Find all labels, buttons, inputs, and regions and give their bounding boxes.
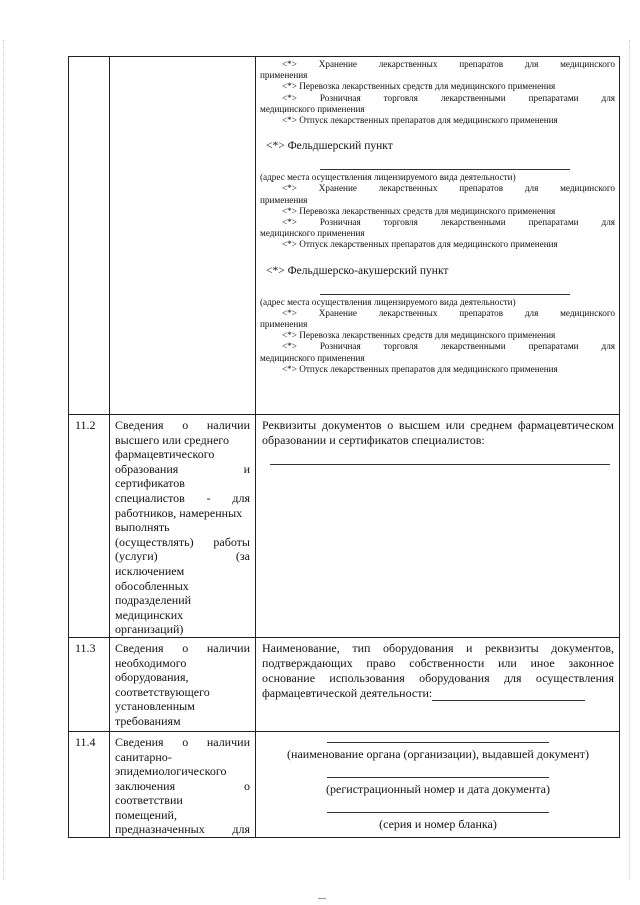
license-form-table: [68, 56, 620, 838]
blank-number-caption: (серия и номер бланка): [379, 816, 497, 831]
activity-line: применения: [260, 319, 308, 330]
label-line: предназначенных для: [115, 822, 250, 837]
issuer-caption: (наименование органа (организации), выдавшей документ): [287, 746, 589, 761]
label-line: высшего или среднего: [115, 432, 230, 447]
table-row-11-3: [69, 637, 620, 731]
left-margin-marks: [3, 40, 8, 880]
activities-cell: [256, 57, 620, 415]
page-footer-mark: [318, 898, 326, 899]
fill-in-line: [327, 802, 549, 813]
activity-line: <*> Перевозка лекарственных средств для медицинского применения: [282, 81, 556, 92]
activity-line: <*> Розничная торговля лекарственными препаратами для: [282, 341, 615, 352]
label-line: работников, намеренных: [115, 505, 243, 520]
label-line: эпидемиологического: [115, 764, 227, 779]
activity-line: медицинского применения: [260, 103, 365, 114]
activity-line: <*> Хранение лекарственных препаратов для медицинского: [282, 59, 615, 69]
address-underline: [320, 159, 570, 170]
activity-line: <*> Хранение лекарственных препаратов для медицинского: [282, 183, 615, 194]
activity-line: <*> Розничная торговля лекарственными препаратами для: [282, 92, 615, 103]
fap-heading: <*> Фельдшерско-акушерский пункт: [266, 264, 449, 277]
row-number: 11.4: [69, 731, 110, 837]
label-line: образования и: [115, 461, 250, 476]
label-line: специалистов - для: [115, 490, 250, 505]
label-line: (осуществлять) работы: [115, 534, 250, 549]
label-line: организаций): [115, 622, 184, 637]
activity-line: применения: [260, 194, 308, 205]
fill-in-line: [270, 462, 610, 465]
label-line: необходимого: [115, 655, 187, 670]
activity-line: <*> Отпуск лекарственных препаратов для медицинского применения: [282, 115, 558, 126]
activity-line: <*> Перевозка лекарственных средств для медицинского применения: [282, 330, 556, 341]
table-row-11-4: [69, 731, 620, 837]
label-line: фармацевтического: [115, 447, 215, 462]
label-line: Сведения о наличии: [115, 640, 250, 655]
right-margin-marks: [629, 40, 634, 880]
label-cell: [110, 57, 256, 415]
row-label: [110, 415, 256, 638]
label-line: оборудования,: [115, 670, 189, 685]
table-row-11-2: [69, 415, 620, 638]
activity-line: применения: [260, 70, 308, 81]
activity-line: медицинского применения: [260, 352, 365, 363]
label-line: установленным: [115, 699, 195, 714]
requisites-cell: [256, 415, 620, 638]
label-line: соответствующего: [115, 684, 210, 699]
label-line: выполнять: [115, 520, 170, 535]
label-line: подразделений: [115, 593, 192, 608]
activity-line: <*> Отпуск лекарственных препаратов для медицинского применения: [282, 363, 558, 374]
table-row-continuation: [69, 57, 620, 415]
fill-in-line: [327, 732, 549, 743]
address-caption: (адрес места осуществления лицензируемого вида деятельности): [260, 296, 516, 307]
label-line: санитарно-: [115, 749, 172, 764]
label-line: (услуги) (за: [115, 549, 250, 564]
row-number: 11.3: [69, 637, 110, 731]
label-line: помещений,: [115, 807, 177, 822]
activity-line: <*> Отпуск лекарственных препаратов для медицинского применения: [282, 239, 558, 250]
address-caption: (адрес места осуществления лицензируемого вида деятельности): [260, 172, 516, 183]
row-label: [110, 731, 256, 837]
equipment-text: [262, 641, 614, 701]
activity-line: <*> Хранение лекарственных препаратов для медицинского: [282, 307, 615, 318]
activity-line: <*> Перевозка лекарственных средств для медицинского применения: [282, 205, 556, 216]
label-line: сертификатов: [115, 476, 185, 491]
label-line: требованиям: [115, 713, 181, 728]
sanitary-conclusion-cell: [256, 731, 620, 837]
equipment-cell: [256, 637, 620, 731]
equipment-description: Наименование, тип оборудования и реквизиты документов, подтверждающих право собственности или иное законное основание использования оборудования для осуществления фармацевтической деятельности:: [262, 640, 614, 700]
address-underline: [320, 284, 570, 295]
label-line: медицинских: [115, 607, 184, 622]
education-requisites-text: Реквизиты документов о высшем или среднем фармацевтическом образовании и сертификатов специалистов:: [262, 418, 614, 447]
feldsher-point-heading: <*> Фельдшерский пункт: [266, 140, 393, 153]
row-label: [110, 637, 256, 731]
activity-line: <*> Розничная торговля лекарственными препаратами для: [282, 217, 615, 228]
label-line: Сведения о наличии: [115, 734, 250, 749]
fill-in-line: [327, 767, 549, 778]
activity-line: медицинского применения: [260, 228, 365, 239]
label-line: соответствии: [115, 793, 183, 808]
num-cell: [69, 57, 110, 415]
row-number: 11.2: [69, 415, 110, 638]
label-line: исключением: [115, 563, 185, 578]
reg-number-caption: (регистрационный номер и дата документа): [326, 781, 550, 796]
label-line: Сведения о наличии: [115, 418, 250, 432]
fill-in-line: [432, 689, 585, 701]
label-line: заключения о: [115, 778, 250, 793]
label-line: обособленных: [115, 578, 189, 593]
